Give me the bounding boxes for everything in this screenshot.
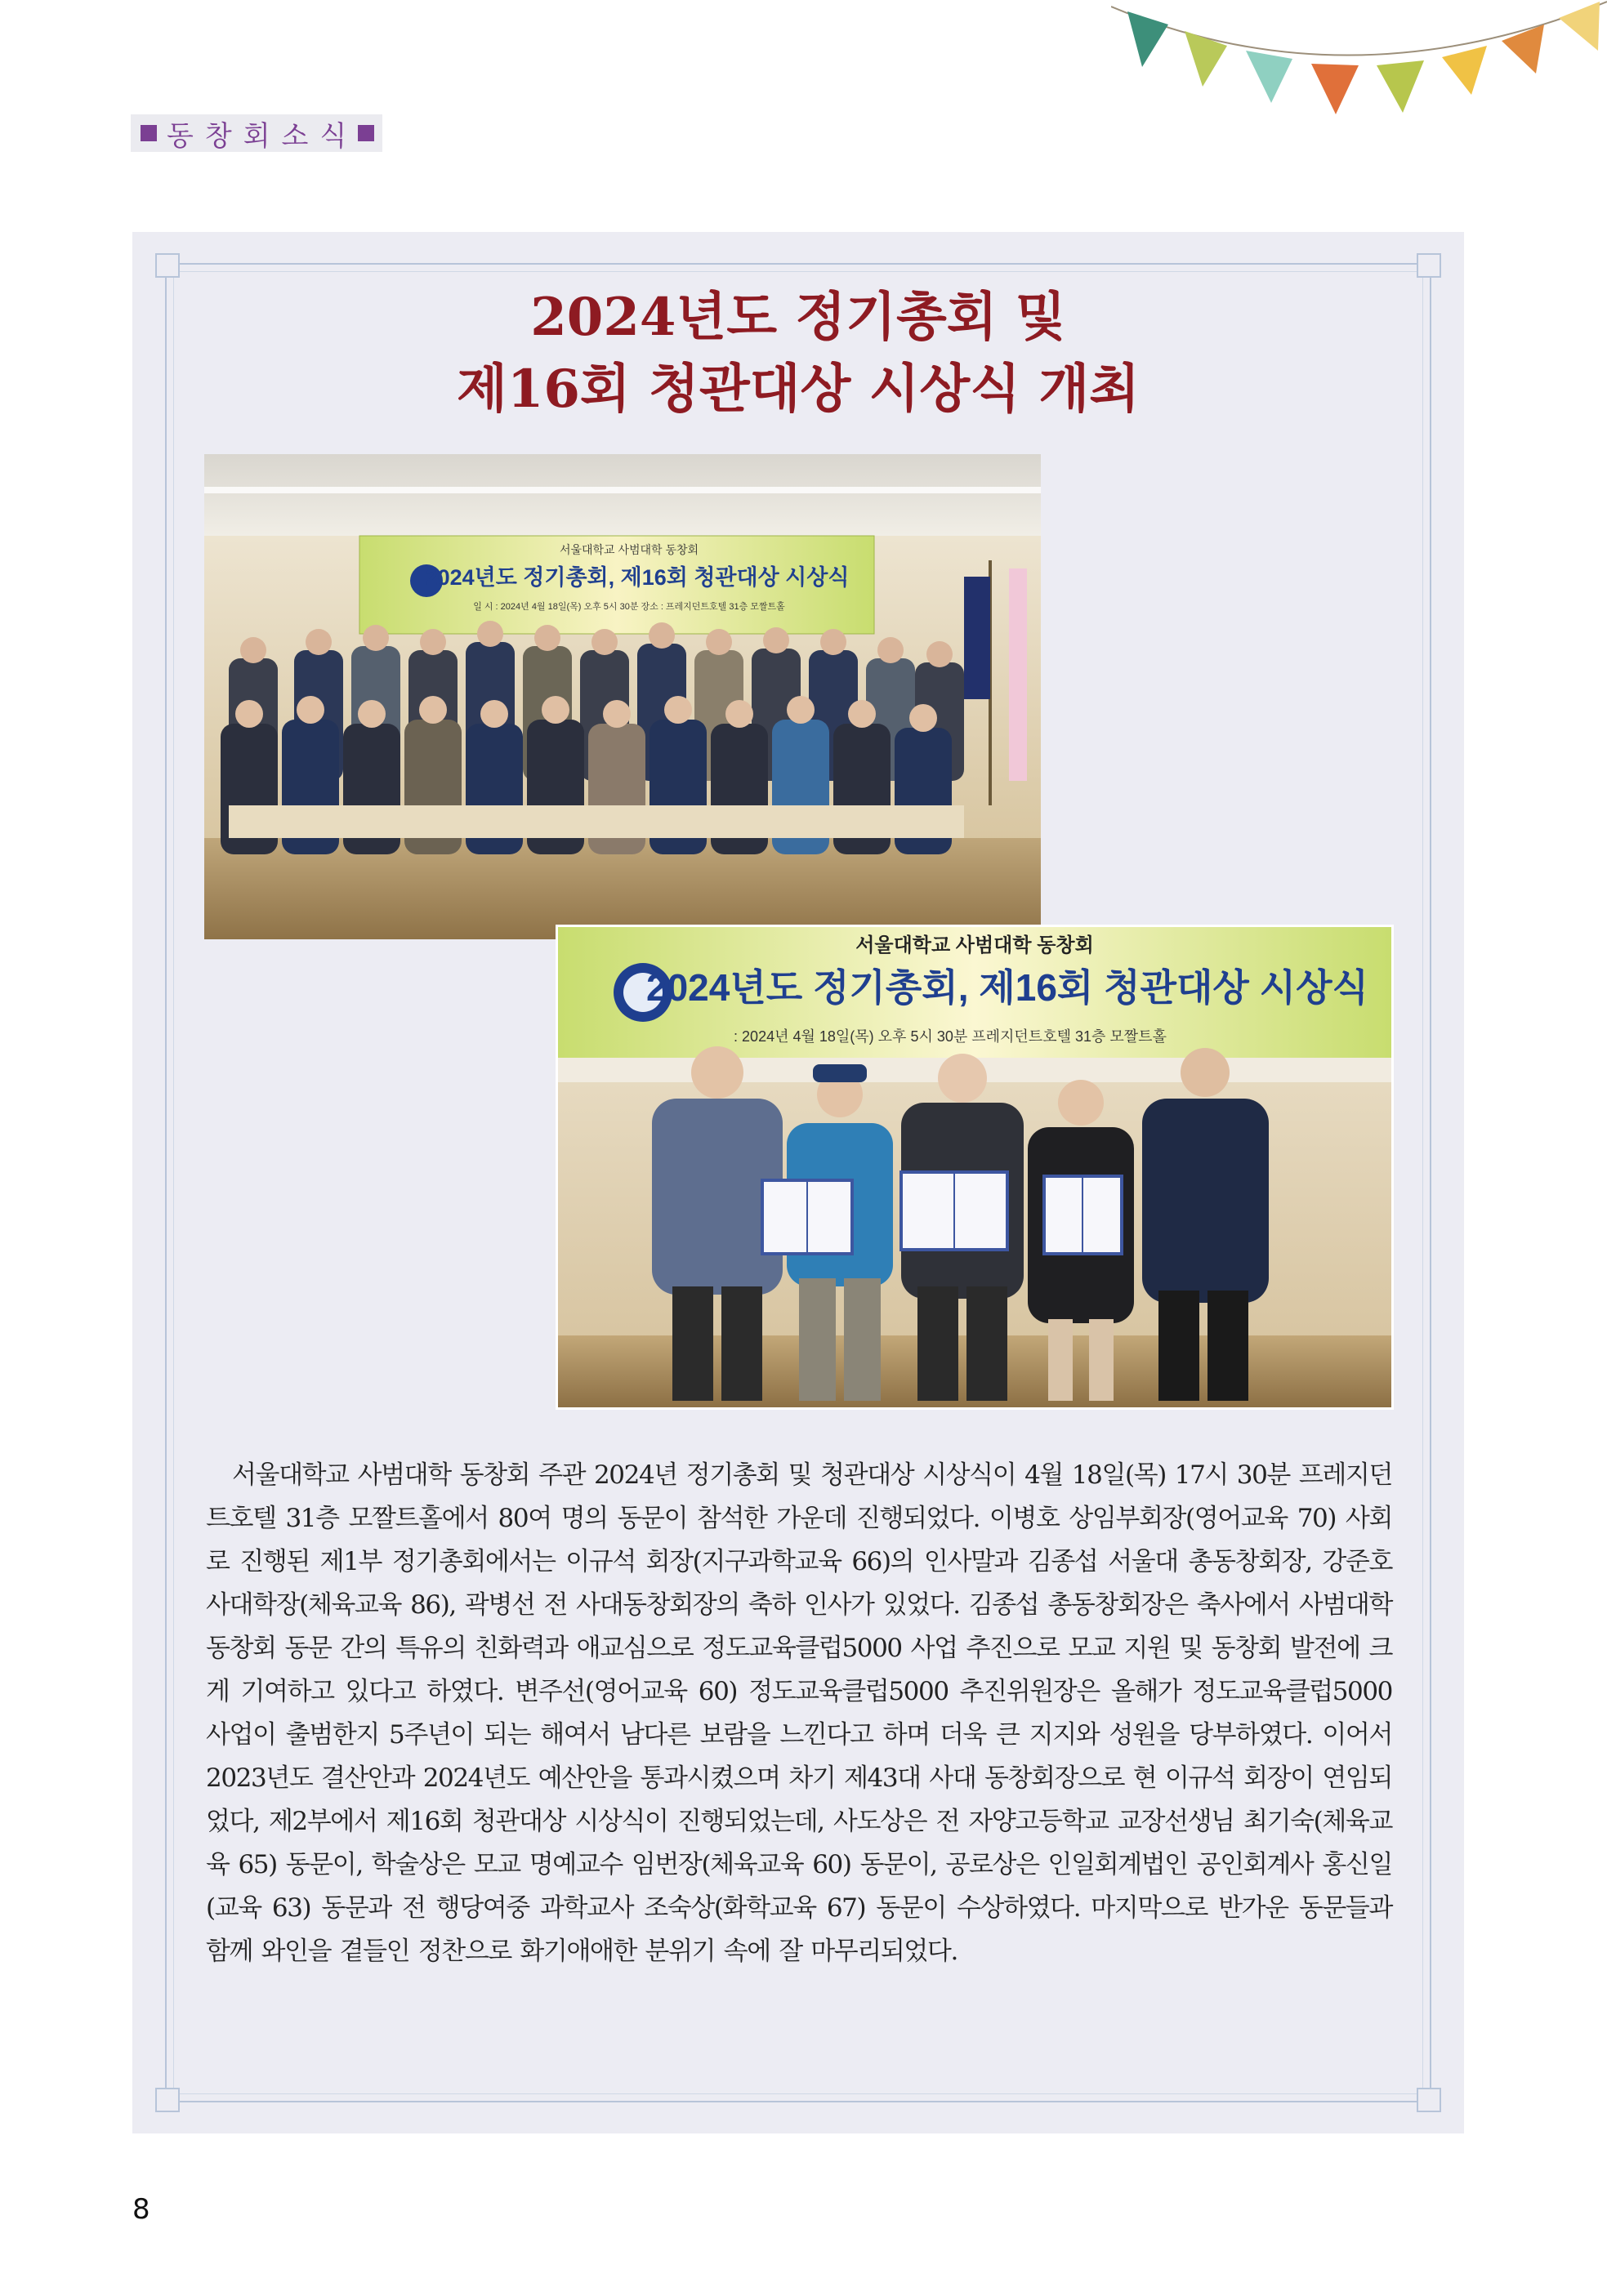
square-bullet-icon	[141, 125, 157, 141]
bunting-decoration	[1111, 0, 1607, 139]
frame-corner-ornament	[1417, 253, 1441, 278]
frame-corner-ornament	[155, 2088, 180, 2112]
square-bullet-icon	[358, 125, 374, 141]
frame-corner-ornament	[1417, 2088, 1441, 2112]
photo2-banner-info: : 2024년 4월 18일(목) 오후 5시 30분 프레지던트호텔 31층 모짤트홀	[734, 1028, 1167, 1045]
photo2-banner-org: 서울대학교 사범대학 동창회	[855, 934, 1094, 956]
section-label: 동창회소식	[167, 119, 359, 153]
photo2-banner-title: 2024년도 정기총회, 제16회 청관대상 시상식	[646, 966, 1368, 1009]
article-title	[132, 282, 1464, 426]
article-title-line1: 2024년도 정기총회 및	[530, 287, 1066, 348]
photo1-banner-info: 일 시 : 2024년 4월 18일(목) 오후 5시 30분 장소 : 프레지던트호텔 31층 모짤트홀	[473, 602, 785, 612]
group-photo	[204, 454, 1041, 939]
article-title-line2: 제16회 청관대상 시상식 개최	[457, 359, 1140, 420]
photo1-banner-title: 2024년도 정기총회, 제16회 청관대상 시상식	[425, 565, 850, 590]
section-tag	[131, 114, 382, 152]
award-photo	[556, 925, 1394, 1410]
page-number: 8	[132, 2193, 150, 2226]
frame-corner-ornament	[155, 253, 180, 278]
photo1-banner-org: 서울대학교 사범대학 동창회	[559, 543, 699, 556]
article-body: 서울대학교 사범대학 동창회 주관 2024년 정기총회 및 청관대상 시상식이 4월 18일(목) 17시 30분 프레지던트호텔 31층 모짤트홀에서 80여 명의 동문이 참석한 가운데 진행되었다. 이병호 상임부회장(영어교육 70) 사회로 진행된 제1부 정기총회에서는 이규석 회장(지구과학교육 66)의 인사말과 김종섭 서울대 총동창회장, 강준호 사대학장(체육교육 86), 곽병선 전 사대동창회장의 축하 인사가 있었다. 김종섭 총동창회장은 축사에서 사범대학 동창회 동문 간의 특유의 친화력과 애교심으로 정도교육클럽5000 사업 추진으로 모교 지원 및 동창회 발전에 크게 기여하고 있다고 하였다. 변주선(영어교육 60) 정도교육클럽5000 추진위원장은 올해가 정도교육클럽5000 사업이 출범한지 5주년이 되는 해여서 남다른 보람을 느낀다고 하며 더욱 큰 지지와 성원을 당부하였다. 이어서 2023년도 결산안과 2024년도 예산안을 통과시켰으며 차기 제43대 사대 동창회장으로 현 이규석 회장이 연임되었다, 제2부에서 제16회 청관대상 시상식이 진행되었는데, 사도상은 전 자양고등학교 교장선생님 최기숙(체육교육 65) 동문이, 학술상은 모교 명예교수 임번장(체육교육 60) 동문이, 공로상은 인일회계법인 공인회계사 홍신일(교육 63) 동문과 전 행당여중 과학교사 조숙상(화학교육 67) 동문이 수상하였다. 마지막으로 반가운 동문들과 함께 와인을 곁들인 정찬으로 화기애애한 분위기 속에 잘 마무리되었다.	[206, 1460, 1392, 1966]
